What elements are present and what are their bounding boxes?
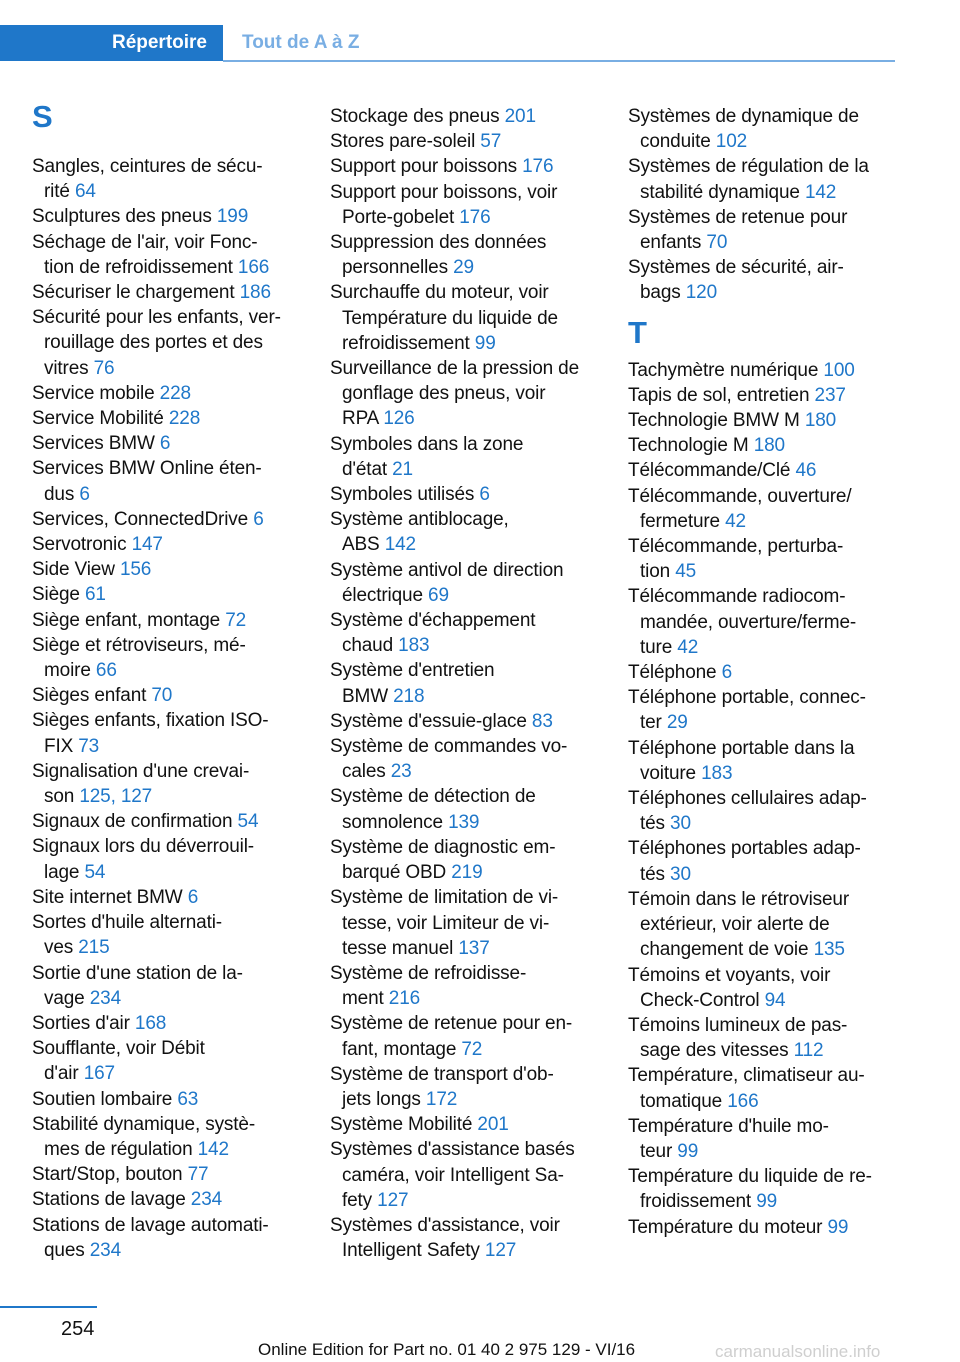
index-entry-page-link[interactable]: 142	[384, 534, 416, 556]
index-entry	[330, 356, 602, 432]
index-entry-text: Tapis de sol, entretien	[628, 384, 810, 406]
index-entry	[32, 1187, 304, 1212]
index-entry-page-link[interactable]: 201	[477, 1114, 509, 1136]
index-entry-text: Sorties d'air	[32, 1012, 130, 1034]
index-entry	[628, 786, 900, 836]
index-entry-page-link[interactable]: 172	[425, 1088, 458, 1110]
index-entry-page-link[interactable]: 72	[225, 609, 247, 631]
index-entry-page-link[interactable]: 234	[89, 987, 122, 1009]
edition-note: Online Edition for Part no. 01 40 2 975 129 - VI/16	[258, 1340, 636, 1359]
index-entry-text: Signaux de confirmation	[32, 811, 233, 833]
index-entry	[628, 154, 900, 204]
index-entry-text: Sculptures des pneus	[32, 206, 212, 228]
index-entry-page-link[interactable]: 183	[701, 762, 733, 784]
index-entry-text: Signaux lors du déverrouil‐ lage	[32, 836, 254, 883]
index-entry	[330, 608, 602, 658]
index-entry-page-link[interactable]: 63	[177, 1088, 199, 1110]
index-entry	[330, 835, 602, 885]
index-entry	[32, 557, 304, 582]
index-entry-text: Système antivol de direction électrique	[330, 559, 564, 606]
page-number: 254	[61, 1318, 95, 1340]
index-entry	[330, 280, 602, 356]
index-entry	[330, 154, 602, 179]
index-entry-page-link[interactable]: 186	[239, 282, 271, 304]
index-entry-page-link[interactable]: 167	[83, 1063, 115, 1085]
index-entry-page-link[interactable]: 99	[756, 1191, 778, 1213]
index-entry-page-link[interactable]: 6	[187, 886, 199, 908]
index-entry-text: Technologie M	[628, 435, 749, 457]
index-entry	[330, 885, 602, 961]
index-entry-page-link[interactable]: 180	[804, 410, 837, 432]
index-entry-text: Services BMW	[32, 433, 155, 455]
index-entry-page-link[interactable]: 139	[448, 811, 480, 833]
index-entry-text: Séchage de l'air, voir Fonc‐ tion de refroidissement	[32, 231, 258, 278]
index-entry	[32, 809, 304, 834]
index-column-2	[330, 104, 602, 1263]
index-entry-text: Systèmes d'assistance, voir Intelligent Safety	[330, 1214, 560, 1262]
index-entry-page-link[interactable]: 21	[392, 458, 413, 480]
index-entry-page-link[interactable]: 83	[531, 710, 553, 732]
index-entry-text: Téléphone portable dans la voiture	[628, 737, 855, 784]
index-entry-page-link[interactable]: 6	[79, 483, 90, 505]
index-entry-page-link[interactable]: 112	[793, 1040, 824, 1062]
index-entry-page-link[interactable]: 127	[377, 1189, 409, 1211]
index-entry-page-link[interactable]: 183	[398, 635, 430, 657]
index-entry	[628, 383, 900, 408]
index-entry-page-link[interactable]: 99	[827, 1216, 849, 1238]
index-entry-text: Sortes d'huile alternati‐ ves	[32, 912, 222, 959]
index-entry-text: Servotronic	[32, 534, 127, 556]
index-entry-page-link[interactable]: 45	[675, 561, 697, 583]
index-entry	[628, 963, 900, 1013]
index-entry-page-link[interactable]: 100	[823, 359, 855, 381]
index-entry	[32, 154, 304, 204]
index-entry	[628, 255, 900, 305]
index-entry-page-link[interactable]: 77	[187, 1164, 209, 1186]
index-entry-text: Stores pare-soleil	[330, 131, 476, 153]
index-entry-text: Tachymètre numérique	[628, 359, 819, 381]
index-entry-text: Système de refroidisse‐ ment	[330, 962, 527, 1010]
index-entry-text: Siège enfant, montage	[32, 609, 221, 631]
index-entry	[330, 709, 602, 734]
index-entry-text: Siège et rétroviseurs, mé‐ moire	[32, 634, 246, 682]
index-entry-text: Services, ConnectedDrive	[32, 508, 249, 530]
index-entry	[628, 534, 900, 584]
index-letter-heading: S	[32, 99, 53, 134]
index-entry-text: Télécommande/Clé	[628, 460, 791, 482]
index-entry	[330, 1112, 602, 1137]
index-entry-text: Symboles utilisés	[330, 484, 475, 506]
index-entry-text: Téléphones portables adap‐ tés	[628, 838, 861, 885]
index-entry-text: Système de diagnostic em‐ barqué OBD	[330, 836, 556, 884]
index-entry	[628, 458, 900, 483]
index-entry	[628, 433, 900, 458]
index-entry	[628, 408, 900, 433]
index-entry	[628, 1063, 900, 1113]
index-entry-page-link[interactable]: 125, 127	[79, 786, 153, 808]
index-entry-page-link[interactable]: 228	[159, 382, 191, 404]
index-entry-text: Sangles, ceintures de sécu‐ rité	[32, 156, 263, 203]
index-entry	[32, 633, 304, 683]
index-entry-text: Système d'entretien BMW	[330, 660, 495, 707]
index-entry	[628, 484, 900, 534]
index-entry	[628, 736, 900, 786]
index-entry-page-link[interactable]: 54	[237, 811, 259, 833]
index-entry-text: Sièges enfant	[32, 685, 147, 707]
footer-rule	[0, 1306, 97, 1308]
index-entry-page-link[interactable]: 69	[428, 584, 449, 606]
index-entry	[628, 836, 900, 886]
index-entry-text: Soufflante, voir Débit d'air	[32, 1038, 205, 1085]
index-entry-page-link[interactable]: 99	[677, 1140, 699, 1162]
index-entry-text: Télécommande radiocom‐ mandée, ouverture/ferme‐ ture	[628, 586, 857, 658]
index-entry	[32, 532, 304, 557]
index-entry-text: Température d'huile mo‐ teur	[628, 1115, 829, 1162]
index-entry-page-link[interactable]: 219	[451, 862, 483, 884]
index-entry-text: Sécuriser le chargement	[32, 282, 235, 304]
index-entry-text: Start/Stop, bouton	[32, 1164, 183, 1186]
index-entry-page-link[interactable]: 215	[78, 937, 110, 959]
index-entry-text: Site internet BMW	[32, 886, 183, 908]
index-entry	[330, 432, 602, 482]
tab-repertoire[interactable]: Répertoire	[0, 25, 223, 61]
index-entry-page-link[interactable]: 6	[159, 433, 171, 455]
index-entry	[628, 358, 900, 383]
index-entry-text: Symboles dans la zone d'état	[330, 433, 524, 480]
index-entry	[330, 1137, 602, 1213]
index-entry-text: Services BMW Online éten‐ dus	[32, 458, 262, 505]
index-entry	[330, 230, 602, 280]
index-entry-text: Téléphones cellulaires adap‐ tés	[628, 788, 867, 835]
index-entry-page-link[interactable]: 234	[190, 1189, 223, 1211]
index-entry-page-link[interactable]: 70	[706, 232, 728, 254]
index-entry-text: Température du liquide de re‐ froidissement	[628, 1166, 872, 1213]
index-entry	[32, 961, 304, 1011]
index-entry	[330, 1062, 602, 1112]
index-entry-text: Télécommande, ouverture/ fermeture	[628, 485, 852, 532]
index-entry-text: Système de transport d'ob‐ jets longs	[330, 1063, 554, 1110]
index-entry	[628, 1215, 900, 1240]
index-entry-text: Système d'échappement chaud	[330, 610, 536, 657]
index-entry-page-link[interactable]: 94	[764, 989, 786, 1011]
index-entry-page-link[interactable]: 42	[677, 636, 699, 658]
index-entry-page-link[interactable]: 216	[388, 988, 421, 1010]
index-entry-text: Sécurité pour les enfants, ver‐ rouillage des portes et des vitres	[32, 307, 281, 379]
index-entry-text: Téléphone portable, connec‐ ter	[628, 687, 866, 734]
index-entry-text: Systèmes d'assistance basés caméra, voir Intelligent Sa‐ fety	[330, 1139, 575, 1211]
index-entry-page-link[interactable]: 168	[134, 1012, 167, 1034]
index-entry-page-link[interactable]: 228	[168, 408, 201, 430]
index-entry-text: Surveillance de la pression de gonflage des pneus, voir RPA	[330, 358, 579, 430]
index-entry	[330, 482, 602, 507]
index-entry-page-link[interactable]: 147	[131, 534, 163, 556]
index-entry	[32, 683, 304, 708]
index-entry	[330, 734, 602, 784]
index-entry	[628, 205, 900, 255]
index-entry-text: Sortie d'une station de la‐ vage	[32, 962, 243, 1009]
index-entry-page-link[interactable]: 6	[253, 508, 264, 530]
index-entry-text: Support pour boissons	[330, 156, 517, 178]
index-entry-page-link[interactable]: 142	[804, 181, 837, 203]
index-entry-page-link[interactable]: 72	[461, 1038, 483, 1060]
index-entry-text: Système de retenue pour en‐ fant, montage	[330, 1013, 573, 1060]
index-entry-text: Systèmes de régulation de la stabilité dynamique	[628, 156, 869, 203]
index-entry	[330, 507, 602, 557]
index-entry-text: Signalisation d'une crevai‐ son	[32, 760, 250, 808]
tab-underline	[223, 60, 895, 62]
index-entry	[32, 1036, 304, 1086]
index-entry-text: Systèmes de sécurité, air‐ bags	[628, 257, 844, 304]
index-entry	[32, 759, 304, 809]
index-entry-page-link[interactable]: 30	[670, 813, 691, 835]
index-entry-page-link[interactable]: 64	[74, 181, 96, 203]
index-entry-page-link[interactable]: 6	[721, 662, 733, 684]
index-entry-page-link[interactable]: 61	[85, 584, 106, 606]
index-entry-text: Témoin dans le rétroviseur extérieur, voir alerte de changement de voie	[628, 888, 850, 961]
index-entry-text: Système Mobilité	[330, 1114, 473, 1136]
index-entry	[32, 834, 304, 884]
index-entry-text: Systèmes de dynamique de conduite	[628, 106, 859, 153]
index-column-1	[32, 99, 304, 1263]
index-entry-text: Soutien lombaire	[32, 1088, 173, 1110]
index-entry-text: Système de limitation de vi‐ tesse, voir Limiteur de vi‐ tesse manuel	[330, 887, 559, 959]
index-entry-text: Stockage des pneus	[330, 106, 500, 127]
index-entry-page-link[interactable]: 180	[753, 435, 785, 457]
index-entry-text: Stabilité dynamique, systè‐ mes de régulation	[32, 1113, 256, 1160]
index-entry	[32, 1087, 304, 1112]
index-entry-page-link[interactable]: 99	[474, 332, 496, 354]
index-entry	[32, 910, 304, 960]
index-entry-text: Système antiblocage, ABS	[330, 509, 509, 556]
index-entry-text: Stations de lavage automati‐ ques	[32, 1214, 269, 1261]
index-entry	[32, 1112, 304, 1162]
index-entry-page-link[interactable]: 137	[458, 937, 490, 959]
index-entry-page-link[interactable]: 70	[151, 685, 173, 707]
index-entry-page-link[interactable]: 30	[670, 863, 691, 885]
index-entry-page-link[interactable]: 102	[715, 131, 748, 153]
index-entry-text: Témoins lumineux de pas‐ sage des vitesses	[628, 1014, 848, 1062]
index-entry	[330, 1011, 602, 1061]
index-entry-page-link[interactable]: 142	[197, 1138, 229, 1160]
index-entry-page-link[interactable]: 237	[814, 384, 846, 406]
index-entry	[330, 658, 602, 708]
index-entry	[628, 685, 900, 735]
index-entry	[330, 784, 602, 834]
index-entry-text: Systèmes de retenue pour enfants	[628, 206, 848, 254]
index-entry-page-link[interactable]: 73	[78, 735, 100, 757]
index-entry-text: Suppression des données personnelles	[330, 232, 547, 279]
index-entry-text: Système d'essuie-glace	[330, 710, 527, 732]
index-entry-text: Technologie BMW M	[628, 410, 800, 432]
index-entry	[32, 406, 304, 431]
index-entry-text: Température, climatiseur au‐ tomatique	[628, 1065, 865, 1112]
index-entry-text: Témoins et voyants, voir Check-Control	[628, 964, 831, 1011]
index-entry-text: Système de commandes vo‐ cales	[330, 736, 568, 783]
index-entry-text: Service Mobilité	[32, 408, 164, 430]
index-entry	[32, 1162, 304, 1187]
index-entry-page-link[interactable]: 176	[522, 156, 554, 178]
index-entry	[32, 582, 304, 607]
index-entry	[330, 129, 602, 154]
index-entry-text: Sièges enfants, fixation ISO‐ FIX	[32, 710, 269, 757]
watermark: carmanualsonline.info	[715, 1342, 881, 1361]
index-entry-text: Support pour boissons, voir Porte-gobelet	[330, 181, 558, 228]
index-entry-page-link[interactable]: 46	[795, 460, 817, 482]
index-entry-page-link[interactable]: 6	[479, 484, 490, 506]
index-entry-page-link[interactable]: 126	[383, 408, 415, 430]
index-entry	[32, 507, 304, 532]
index-entry	[628, 104, 900, 154]
index-entry-page-link[interactable]: 23	[390, 761, 412, 783]
index-entry	[330, 1213, 602, 1263]
index-entry	[330, 180, 602, 230]
index-entry-page-link[interactable]: 234	[89, 1239, 122, 1261]
index-entry-page-link[interactable]: 42	[725, 510, 746, 532]
index-entry	[628, 887, 900, 963]
index-entry	[32, 708, 304, 758]
index-entry-text: Système de détection de somnolence	[330, 786, 536, 833]
index-entry	[628, 584, 900, 660]
index-column-3	[628, 104, 900, 1240]
index-letter-heading: T	[628, 314, 647, 350]
index-entry-page-link[interactable]: 29	[666, 712, 688, 734]
index-entry-page-link[interactable]: 201	[504, 106, 536, 127]
index-entry-page-link[interactable]: 120	[685, 282, 718, 304]
index-entry-page-link[interactable]: 66	[95, 660, 117, 682]
index-entry	[32, 381, 304, 406]
index-entry-text: Téléphone	[628, 662, 717, 684]
tab-tout-de-a-a-z[interactable]: Tout de A à Z	[242, 32, 360, 53]
index-entry	[32, 1011, 304, 1036]
index-entry	[330, 558, 602, 608]
index-entry-text: Surchauffe du moteur, voir Température du liquide de refroidissement	[330, 282, 558, 354]
index-entry-text: Température du moteur	[628, 1216, 823, 1238]
index-entry-page-link[interactable]: 218	[393, 685, 425, 707]
index-entry	[32, 305, 304, 381]
index-entry	[32, 456, 304, 506]
index-entry-page-link[interactable]: 54	[84, 861, 106, 883]
index-entry	[32, 431, 304, 456]
index-entry-page-link[interactable]: 156	[119, 559, 152, 581]
index-entry	[32, 608, 304, 633]
index-entry-page-link[interactable]: 166	[237, 256, 270, 278]
index-entry-text: Side View	[32, 559, 115, 581]
index-entry	[330, 104, 602, 129]
index-entry	[32, 230, 304, 280]
index-entry	[330, 961, 602, 1011]
index-entry-page-link[interactable]: 176	[459, 206, 491, 228]
index-entry-page-link[interactable]: 57	[480, 131, 502, 153]
index-entry	[628, 1114, 900, 1164]
index-entry-page-link[interactable]: 29	[453, 257, 474, 279]
index-entry-page-link[interactable]: 76	[93, 357, 115, 379]
index-entry	[628, 660, 900, 685]
index-entry-text: Siège	[32, 584, 80, 606]
header-tabs	[0, 25, 895, 63]
index-entry-text: Service mobile	[32, 382, 155, 404]
index-entry	[32, 204, 304, 229]
index-entry-page-link[interactable]: 127	[484, 1240, 517, 1262]
index-entry	[32, 885, 304, 910]
index-entry	[628, 1164, 900, 1214]
index-entry	[628, 1013, 900, 1063]
index-entry-text: Stations de lavage	[32, 1189, 186, 1211]
index-entry	[32, 280, 304, 305]
index-entry-page-link[interactable]: 166	[727, 1090, 759, 1112]
index-entry-text: Télécommande, perturba‐ tion	[628, 536, 844, 583]
index-entry-page-link[interactable]: 135	[813, 939, 845, 961]
index-entry-page-link[interactable]: 199	[216, 206, 249, 228]
index-entry	[32, 1213, 304, 1263]
